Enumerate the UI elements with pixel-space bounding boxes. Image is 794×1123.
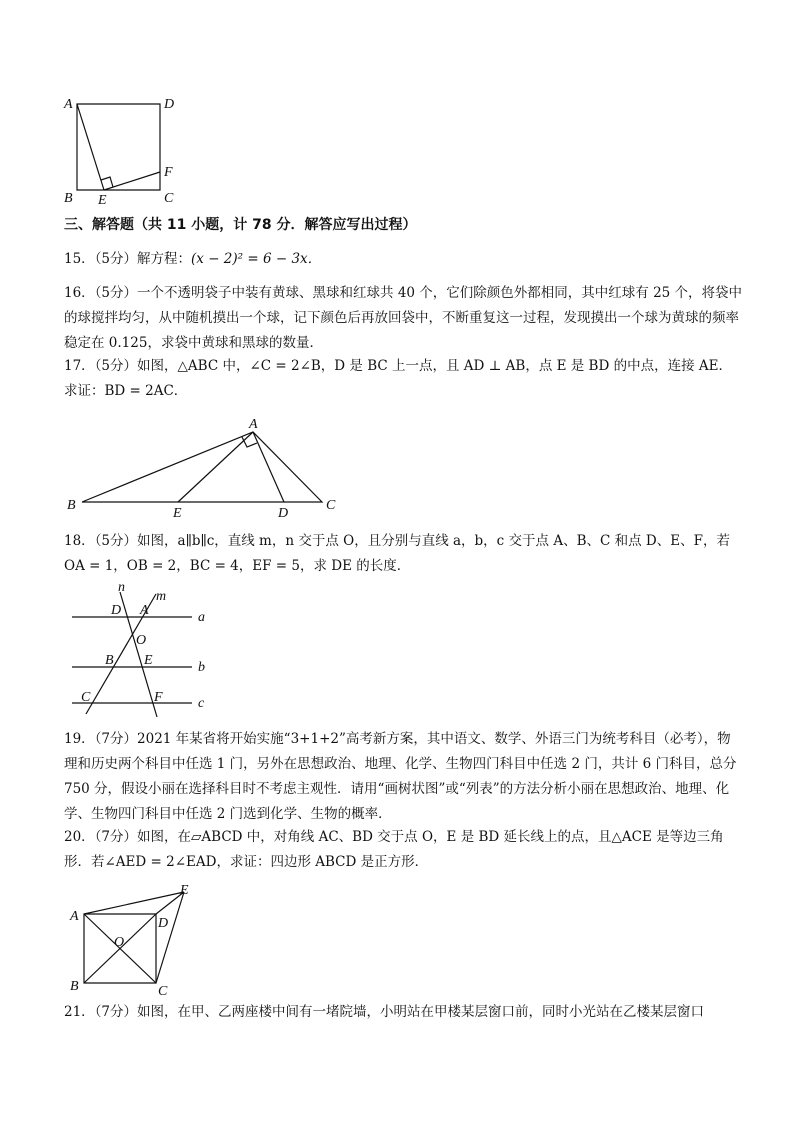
label-m: m [156, 589, 167, 604]
question-15 [64, 247, 744, 272]
q21-num: 21． [64, 1004, 95, 1020]
label-o: O [114, 935, 125, 950]
triangle-outline [82, 432, 322, 502]
figure-square-abcd [60, 92, 190, 207]
q19-score: （7分） [94, 731, 138, 747]
label-a: A [70, 909, 79, 924]
label-a-point: A [140, 603, 149, 618]
label-e: E [180, 883, 189, 898]
segment-ce [156, 892, 184, 983]
label-d: D [278, 506, 289, 521]
question-18 [64, 529, 744, 579]
segment-ae [84, 892, 184, 914]
q17-num: 17． [64, 358, 95, 374]
q15-num: 15． [64, 251, 95, 267]
label-c-line: c [198, 696, 205, 711]
label-d: D [158, 916, 169, 931]
label-e: E [173, 506, 182, 521]
label-b-point: B [105, 653, 114, 668]
segment-ef [104, 172, 160, 190]
q21-score: （7分） [94, 1004, 138, 1020]
label-b: B [70, 979, 79, 994]
label-a: A [64, 97, 73, 112]
question-16 [64, 281, 744, 356]
q16-num: 16． [64, 285, 95, 301]
figure-parallel-lines [60, 580, 220, 724]
label-f: F [164, 165, 173, 180]
square-outline [77, 104, 160, 190]
label-c-point: C [81, 690, 91, 705]
label-d: D [111, 603, 122, 618]
q17-text: 如图，△ABC 中，∠C = 2∠B，D 是 BC 上一点，且 AD ⊥ AB，点 E 是 BD 的中点，连接 AE．求证：BD = 2AC． [64, 358, 732, 399]
q20-text: 如图，在▱ABCD 中，对角线 AC、BD 交于点 O，E 是 BD 延长线上的点，且△ACE 是等边三角形．若∠AED = 2∠EAD，求证：四边形 ABCD 是正方形． [64, 829, 724, 870]
question-19 [64, 727, 744, 827]
question-17 [64, 354, 744, 404]
q17-score: （5分） [94, 358, 138, 374]
segment-ae [178, 432, 253, 502]
figure-square-ace [60, 882, 210, 997]
q20-score: （7分） [94, 829, 138, 845]
label-c: C [164, 191, 174, 206]
q15-text: 解方程： [137, 251, 192, 267]
label-e: E [144, 653, 153, 668]
label-a: A [249, 417, 258, 432]
q16-score: （5分） [94, 285, 138, 301]
section-title: 三、解答题（共 11 小题，计 78 分．解答应写出过程） [64, 217, 417, 233]
label-d: D [164, 97, 175, 112]
q18-score: （5分） [94, 533, 138, 549]
label-o: O [136, 633, 147, 648]
right-angle-mark [242, 437, 257, 447]
label-e: E [98, 193, 107, 208]
question-20 [64, 825, 744, 875]
segment-ad [253, 432, 284, 502]
figure-triangle-abc [60, 412, 360, 522]
label-a-line: a [198, 610, 205, 625]
q21-text: 如图，在甲、乙两座楼中间有一堵院墙，小明站在甲楼某层窗口前，同时小光站在乙楼某层窗口 [137, 1004, 705, 1020]
label-n: n [118, 580, 125, 595]
q15-equation: (x − 2)² = 6 − 3x． [191, 251, 322, 267]
q19-num: 19． [64, 731, 95, 747]
segment-ae [77, 104, 104, 190]
q19-text: 2021 年某省将开始实施“3+1+2”高考新方案，其中语文、数学、外语三门为统考科目（必考），物理和历史两个科目中任选 1 门，另外在思想政治、地理、化学、生物四门科目中任选 2 门，共计 6 门科目，总分 750 分，假设小丽在选择科目时不考虑主观性．请用“画树状图”或“列表”的方法分析小丽在思想政治、地理、化学、生物四门科目中任选 2 门选到化学、生物的概率． [64, 731, 737, 822]
label-c: C [326, 498, 336, 513]
q16-text: 一个不透明袋子中装有黄球、黑球和红球共 40 个，它们除颜色外都相同，其中红球有 25 个，将袋中的球搅拌均匀，从中随机摸出一个球，记下颜色后再放回袋中，不断重复这一过程，发现摸出一个球为黄球的频率稳定在 0.125，求袋中黄球和黑球的数量． [64, 285, 743, 351]
q20-num: 20． [64, 829, 95, 845]
label-b: B [64, 191, 73, 206]
q18-text: 如图，a∥b∥c，直线 m，n 交于点 O，且分别与直线 a，b，c 交于点 A、B、C 和点 D、E、F，若 OA = 1，OB = 2，BC = 4，EF = 5，求 DE 的长度． [64, 533, 730, 574]
question-21 [64, 1000, 744, 1025]
label-b-line: b [198, 660, 205, 675]
label-c: C [158, 984, 168, 999]
q15-score: （5分） [94, 251, 138, 267]
label-b: B [67, 498, 76, 513]
label-f: F [154, 690, 163, 705]
q18-num: 18． [64, 533, 95, 549]
